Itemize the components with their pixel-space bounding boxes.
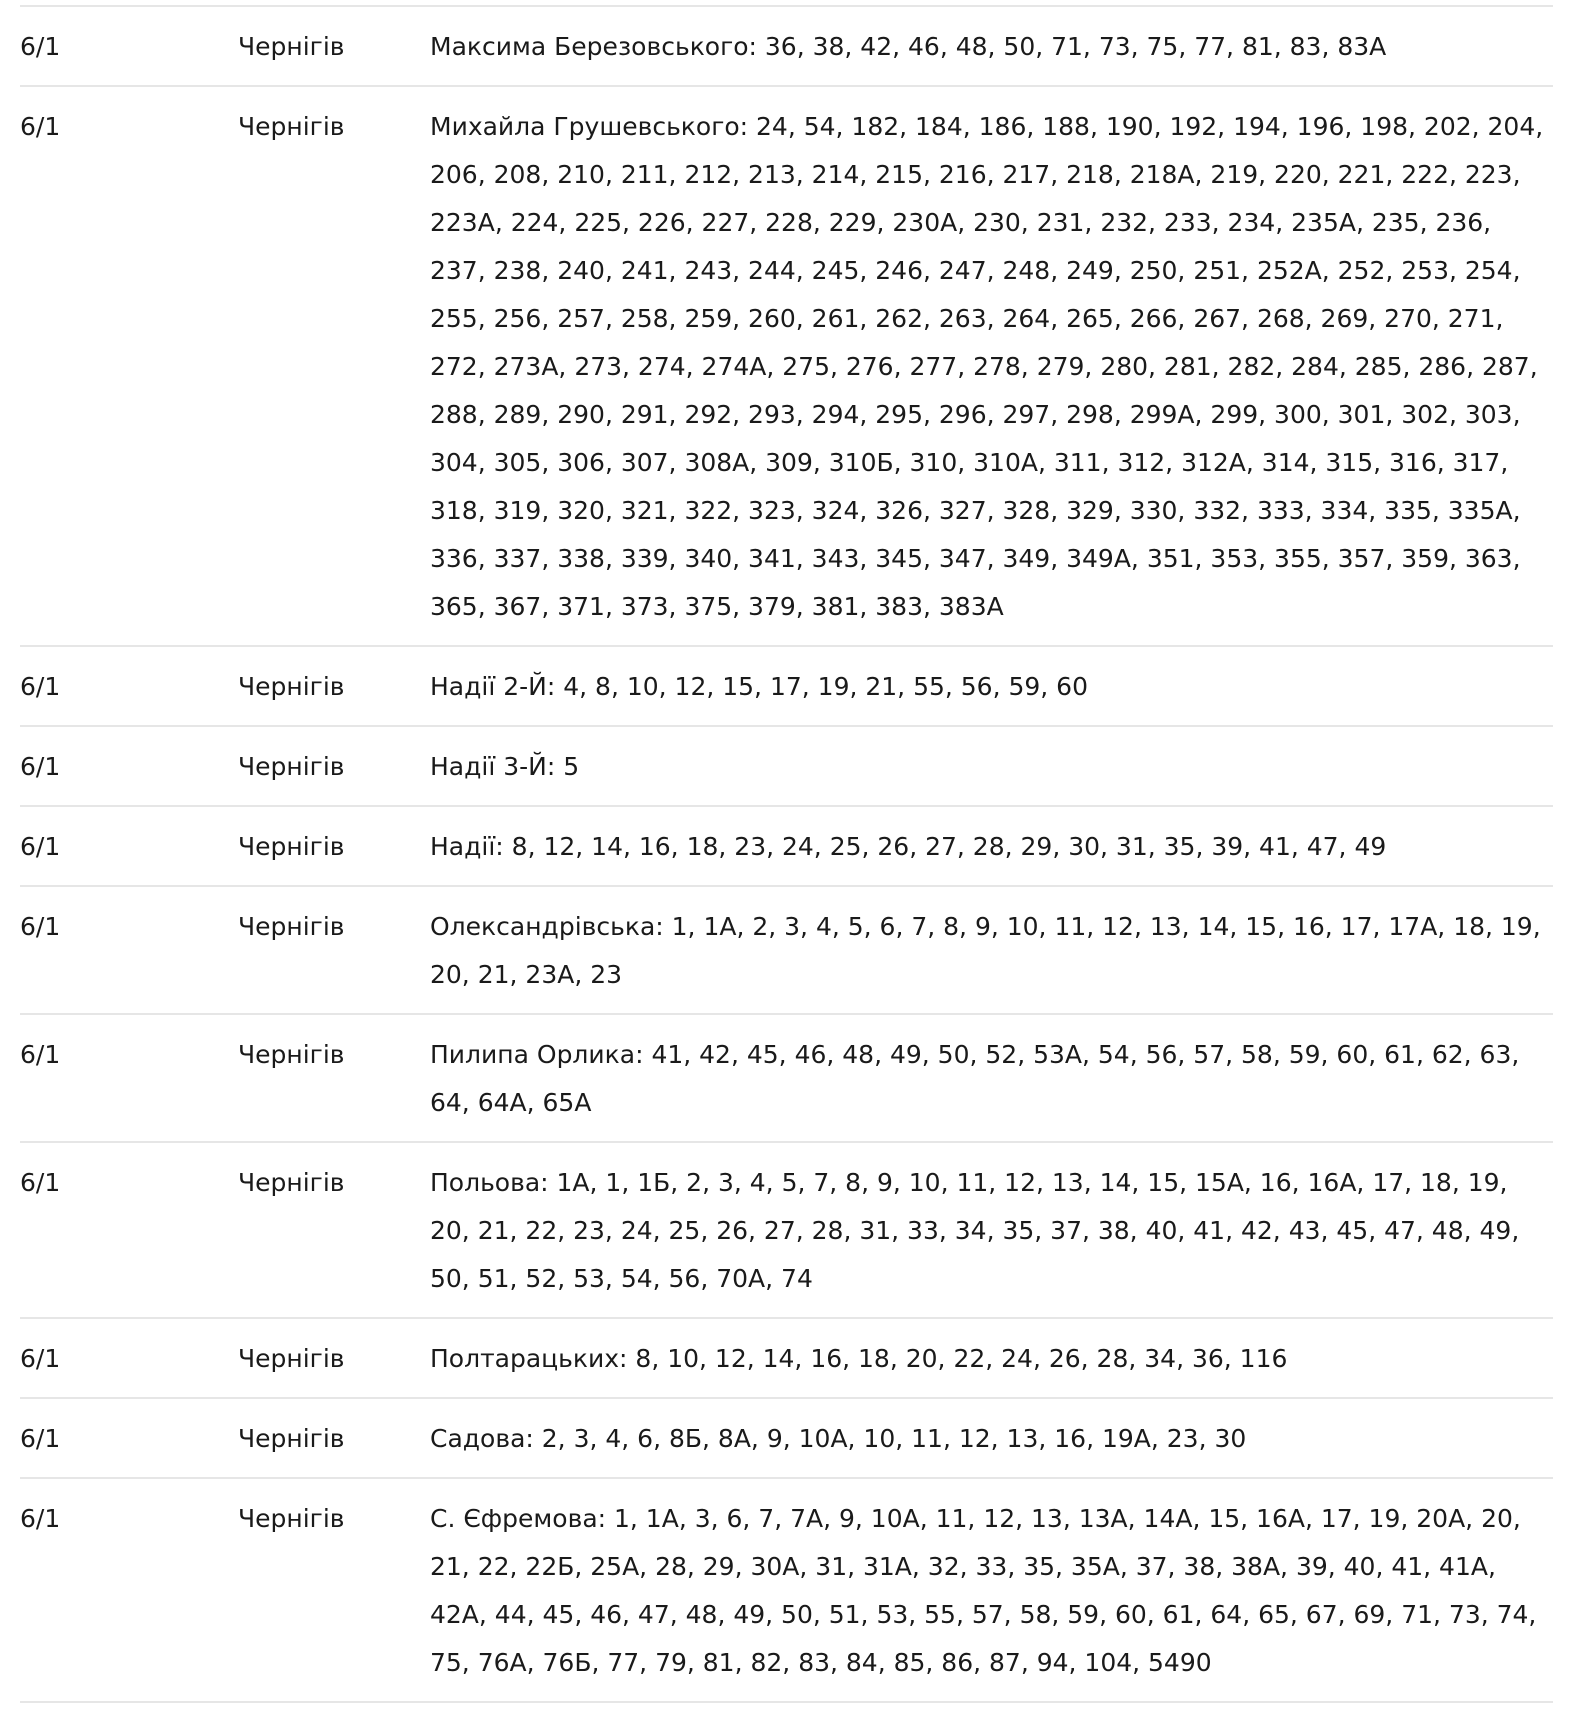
- queue-cell: 6/1: [20, 1344, 61, 1373]
- city-cell: Чернігів: [238, 112, 345, 141]
- addresses-cell: Надії: 8, 12, 14, 16, 18, 23, 24, 25, 26, 27, 28, 29, 30, 31, 35, 39, 41, 47, 49: [430, 832, 1387, 861]
- addresses-cell: Пилипа Орлика: 41, 42, 45, 46, 48, 49, 50, 52, 53А, 54, 56, 57, 58, 59, 60, 61, 62, 63, 64, 64А, 65А: [430, 1040, 1520, 1117]
- table-row: [20, 1319, 1553, 1399]
- addresses-cell: Надії 2-Й: 4, 8, 10, 12, 15, 17, 19, 21, 55, 56, 59, 60: [430, 672, 1088, 701]
- city-cell: Чернігів: [238, 1504, 345, 1533]
- city-cell: Чернігів: [238, 752, 345, 781]
- table-row: [20, 647, 1553, 727]
- table-row: [20, 1015, 1553, 1143]
- city-cell: Чернігів: [238, 832, 345, 861]
- table-row: [20, 727, 1553, 807]
- city-cell: Чернігів: [238, 672, 345, 701]
- city-cell: Чернігів: [238, 912, 345, 941]
- queue-cell: 6/1: [20, 1040, 61, 1069]
- addresses-cell: Михайла Грушевського: 24, 54, 182, 184, 186, 188, 190, 192, 194, 196, 198, 202, 204, 206, 208, 210, 211, 212, 213, 214, 215, 216, 217, 218, 218А, 219, 220, 221, 222, 223, 223А, 224, 225, 226, 227, 228, 229, 230А, 230, 231, 232, 233, 234, 235А, 235, 236, 237, 238, 240, 241, 243, 244, 245, 246, 247, 248, 249, 250, 251, 252А, 252, 253, 254, 255, 256, 257, 258, 259, 260, 261, 262, 263, 264, 265, 266, 267, 268, 269, 270, 271, 272, 273А, 273, 274, 274А, 275, 276, 277, 278, 279, 280, 281, 282, 284, 285, 286, 287, 288, 289, 290, 291, 292, 293, 294, 295, 296, 297, 298, 299А, 299, 300, 301, 302, 303, 304, 305, 306, 307, 308А, 309, 310Б, 310, 310А, 311, 312, 312А, 314, 315, 316, 317, 318, 319, 320, 321, 322, 323, 324, 326, 327, 328, 329, 330, 332, 333, 334, 335, 335А, 336, 337, 338, 339, 340, 341, 343, 345, 347, 349, 349А, 351, 353, 355, 357, 359, 363, 365, 367, 371, 373, 375, 379, 381, 383, 383А: [430, 112, 1544, 621]
- addresses-cell: Максима Березовського: 36, 38, 42, 46, 48, 50, 71, 73, 75, 77, 81, 83, 83А: [430, 32, 1387, 61]
- city-cell: Чернігів: [238, 1168, 345, 1197]
- table-row: [20, 1479, 1553, 1703]
- addresses-cell: Полтарацьких: 8, 10, 12, 14, 16, 18, 20, 22, 24, 26, 28, 34, 36, 116: [430, 1344, 1288, 1373]
- queue-cell: 6/1: [20, 912, 61, 941]
- queue-cell: 6/1: [20, 32, 61, 61]
- queue-cell: 6/1: [20, 1168, 61, 1197]
- table-row: [20, 887, 1553, 1015]
- table-row: [20, 1399, 1553, 1479]
- addresses-cell: С. Єфремова: 1, 1А, 3, 6, 7, 7А, 9, 10А, 11, 12, 13, 13А, 14А, 15, 16А, 17, 19, 20А, 20, 21, 22, 22Б, 25А, 28, 29, 30А, 31, 31А, 32, 33, 35, 35А, 37, 38, 38А, 39, 40, 41, 41А, 42А, 44, 45, 46, 47, 48, 49, 50, 51, 53, 55, 57, 58, 59, 60, 61, 64, 65, 67, 69, 71, 73, 74, 75, 76А, 76Б, 77, 79, 81, 82, 83, 84, 85, 86, 87, 94, 104, 5490: [430, 1504, 1537, 1677]
- queue-cell: 6/1: [20, 752, 61, 781]
- city-cell: Чернігів: [238, 32, 345, 61]
- city-cell: Чернігів: [238, 1040, 345, 1069]
- queue-cell: 6/1: [20, 1504, 61, 1533]
- addresses-cell: Садова: 2, 3, 4, 6, 8Б, 8А, 9, 10А, 10, 11, 12, 13, 16, 19А, 23, 30: [430, 1424, 1247, 1453]
- addresses-cell: Олександрівська: 1, 1А, 2, 3, 4, 5, 6, 7, 8, 9, 10, 11, 12, 13, 14, 15, 16, 17, 17А, 18, 19, 20, 21, 23А, 23: [430, 912, 1541, 989]
- queue-cell: 6/1: [20, 832, 61, 861]
- table-row: [20, 7, 1553, 87]
- city-cell: Чернігів: [238, 1344, 345, 1373]
- table-row: [20, 87, 1553, 647]
- table-row: [20, 1143, 1553, 1319]
- queue-cell: 6/1: [20, 672, 61, 701]
- table-row: [20, 807, 1553, 887]
- addresses-cell: Надії 3-Й: 5: [430, 752, 580, 781]
- outage-schedule-table: [20, 5, 1553, 1703]
- addresses-cell: Польова: 1А, 1, 1Б, 2, 3, 4, 5, 7, 8, 9, 10, 11, 12, 13, 14, 15, 15А, 16, 16А, 17, 18, 19, 20, 21, 22, 23, 24, 25, 26, 27, 28, 31, 33, 34, 35, 37, 38, 40, 41, 42, 43, 45, 47, 48, 49, 50, 51, 52, 53, 54, 56, 70А, 74: [430, 1168, 1520, 1293]
- queue-cell: 6/1: [20, 112, 61, 141]
- queue-cell: 6/1: [20, 1424, 61, 1453]
- city-cell: Чернігів: [238, 1424, 345, 1453]
